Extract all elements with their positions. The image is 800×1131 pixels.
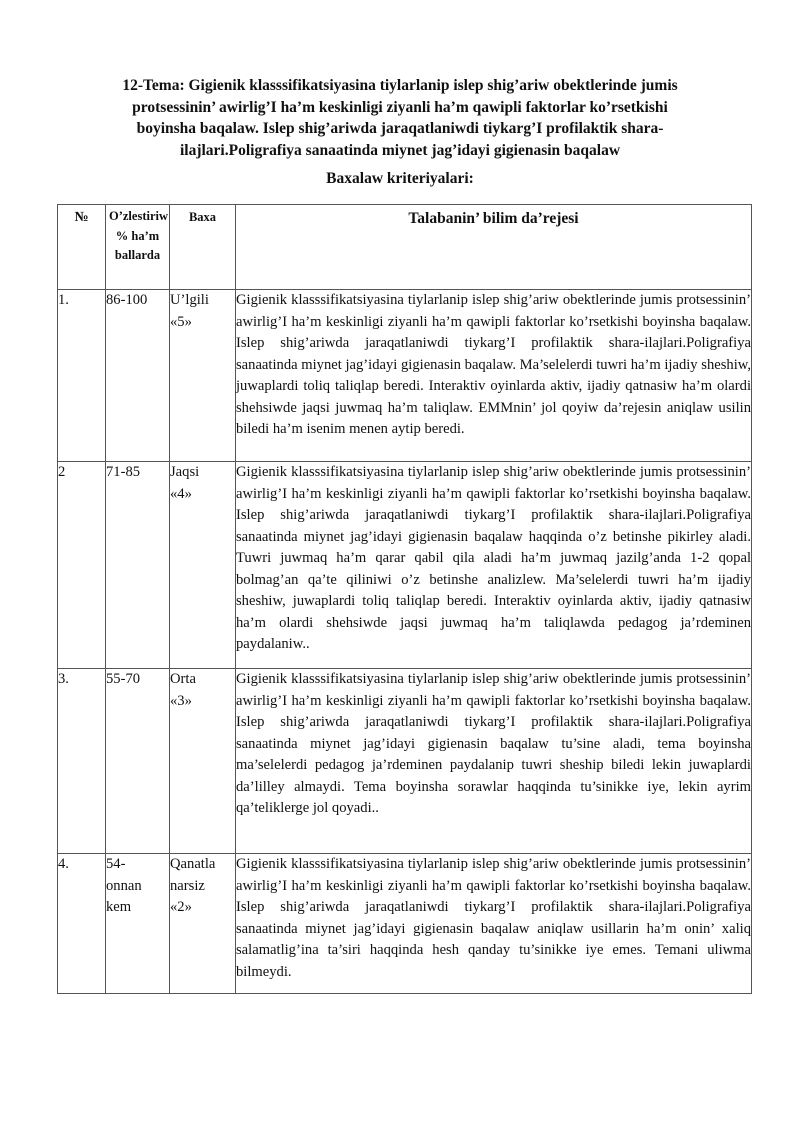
page-title: 12-Tema: Gigienik klasssifikatsiyasina tiylarlanip islep shig’ariw obektlerinde jumis protsessinin’ awirlig’I ha’m keskinligi ziyanli ha’m qawipli faktorlar ko’rsetkishi boyinsha baqalaw. Islep shig’ariwda jaraqatlaniwdi tiykarg’I profilaktik shara-ilajlari.Poligrafiya sanaatinda miynet jag’idayi gigienasin baqalaw: [122, 77, 678, 159]
table-row: [58, 462, 752, 669]
header-grade: Baxa: [170, 205, 236, 290]
grade-word: Jaqsi: [170, 464, 200, 480]
row-description: Gigienik klasssifikatsiyasina tiylarlanip islep shig’ariw obektlerinde jumis protsessinin’ awirlig’I ha’m keskinligi ziyanli ha’m qawipli faktorlar ko’rsetkishi boyinsha baqalaw. Islep shig’ariwda jaraqatlaniwdi tiykarg’I profilaktik shara-ilajlari.Poligrafiya sanaatinda miynet jag’idayi gigienasin baqalaw. Ma’selelerdi tuwri ha’m ijadiy sheshiw, juwaplardi toliq taliqlap beredi. Interaktiv oyinlarda aktiv, ijadiy qatnasiw ha’m olardi shehsiwde jaqsi juwmaq ha’m taliqlaw. EMMnin’ jol qoyiw da’rejesin aniqlaw usilin biledi ha’m isenim menen aytip beredi.: [236, 290, 752, 462]
row-number: 1.: [58, 290, 106, 462]
grade-number: «3»: [170, 692, 192, 709]
row-grade: [170, 669, 236, 854]
grade-word: Qanatla: [170, 856, 216, 872]
table-row: [58, 854, 752, 994]
header-number: №: [58, 205, 106, 290]
row-range: 71-85: [106, 462, 170, 669]
row-range: 55-70: [106, 669, 170, 854]
row-description: Gigienik klasssifikatsiyasina tiylarlanip islep shig’ariw obektlerinde jumis protsessinin’ awirlig’I ha’m keskinligi ziyanli ha’m qawipli faktorlar ko’rsetkishi boyinsha baqalaw. Islep shig’ariwda jaraqatlaniwdi tiykarg’I profilaktik shara-ilajlari.Poligrafiya sanaatinda miynet jag’idayi gigienasin baqalaw tu’sine aladi, tema boyinsha ma’selelerdi pedagog ja’rdeminen paydalanip tuwri sheship biledi lekin juwaplardi da’lilley almaydi. Tema boyinsha sorawlar haqqinda tu’sinikke iye, lekin ayrim qa’teliklerge jol qoyadi..: [236, 669, 752, 854]
row-grade: [170, 462, 236, 669]
row-number: 4.: [58, 854, 106, 994]
grade-word: U’lgili: [170, 292, 209, 308]
table-row: [58, 669, 752, 854]
criteria-heading: Baxalaw kriteriyalari:: [326, 170, 474, 187]
header-percent: O’zlestiriw % ha’m ballarda: [106, 205, 170, 290]
range-line: kem: [106, 899, 132, 915]
row-description: Gigienik klasssifikatsiyasina tiylarlanip islep shig’ariw obektlerinde jumis protsessinin’ awirlig’I ha’m keskinligi ziyanli ha’m qawipli faktorlar ko’rsetkishi boyinsha baqalaw. Islep shig’ariwda jaraqatlaniwdi tiykarg’I profilaktik shara-ilajlari.Poligrafiya sanaatinda miynet jag’idayi gigienasin baqalaw aniqlaw usillarin ha’m onin’ xaliq salamatlig’ina ta’siri haqqinda hesh qanday tu’sinikke iye emes. Temani uliwma bilmeydi.: [236, 854, 752, 994]
criteria-table: [57, 204, 752, 994]
row-description: Gigienik klasssifikatsiyasina tiylarlanip islep shig’ariw obektlerinde jumis protsessinin’ awirlig’I ha’m keskinligi ziyanli ha’m qawipli faktorlar ko’rsetkishi boyinsha baqalaw. Islep shig’ariwda jaraqatlaniwdi tiykarg’I profilaktik shara-ilajlari.Poligrafiya sanaatinda miynet jag’idayi gigienasin baqalaw haqqinda o’z betinshe pikirley aladi. Tuwri juwmaq ha’m qarar qabil qila aladi ha’m juwmaq jazilg’anda 1-2 qopal bolmag’an qa’te qiliniwi o’z betinshe analizlew. Ma’selelerdi tuwri ha’m ijadiy sheshiw, juwaplardi toliq taliqlap beredi. Interaktiv oyinlarda aktiv, ijadiy qatnasiw ha’m olardi shehsiwde jaqsi juwmaq ha’m taliqlawda pedagog ja’rdeminen paydalaniw..: [236, 462, 752, 669]
range-line: 54-: [106, 856, 126, 872]
header-knowledge-level: Talabanin’ bilim da’rejesi: [236, 205, 752, 290]
row-grade: [170, 290, 236, 462]
row-number: 3.: [58, 669, 106, 854]
row-range: 86-100: [106, 290, 170, 462]
row-number: 2: [58, 462, 106, 669]
table-header-row: [58, 205, 752, 290]
row-grade: [170, 854, 236, 994]
range-line: onnan: [106, 877, 142, 894]
grade-number: «5»: [170, 313, 192, 330]
table-row: [58, 290, 752, 462]
grade-word: narsiz: [170, 877, 205, 894]
grade-number: «4»: [170, 485, 192, 502]
grade-number: «2»: [170, 899, 192, 915]
row-range: [106, 854, 170, 994]
grade-word: Orta: [170, 671, 196, 687]
